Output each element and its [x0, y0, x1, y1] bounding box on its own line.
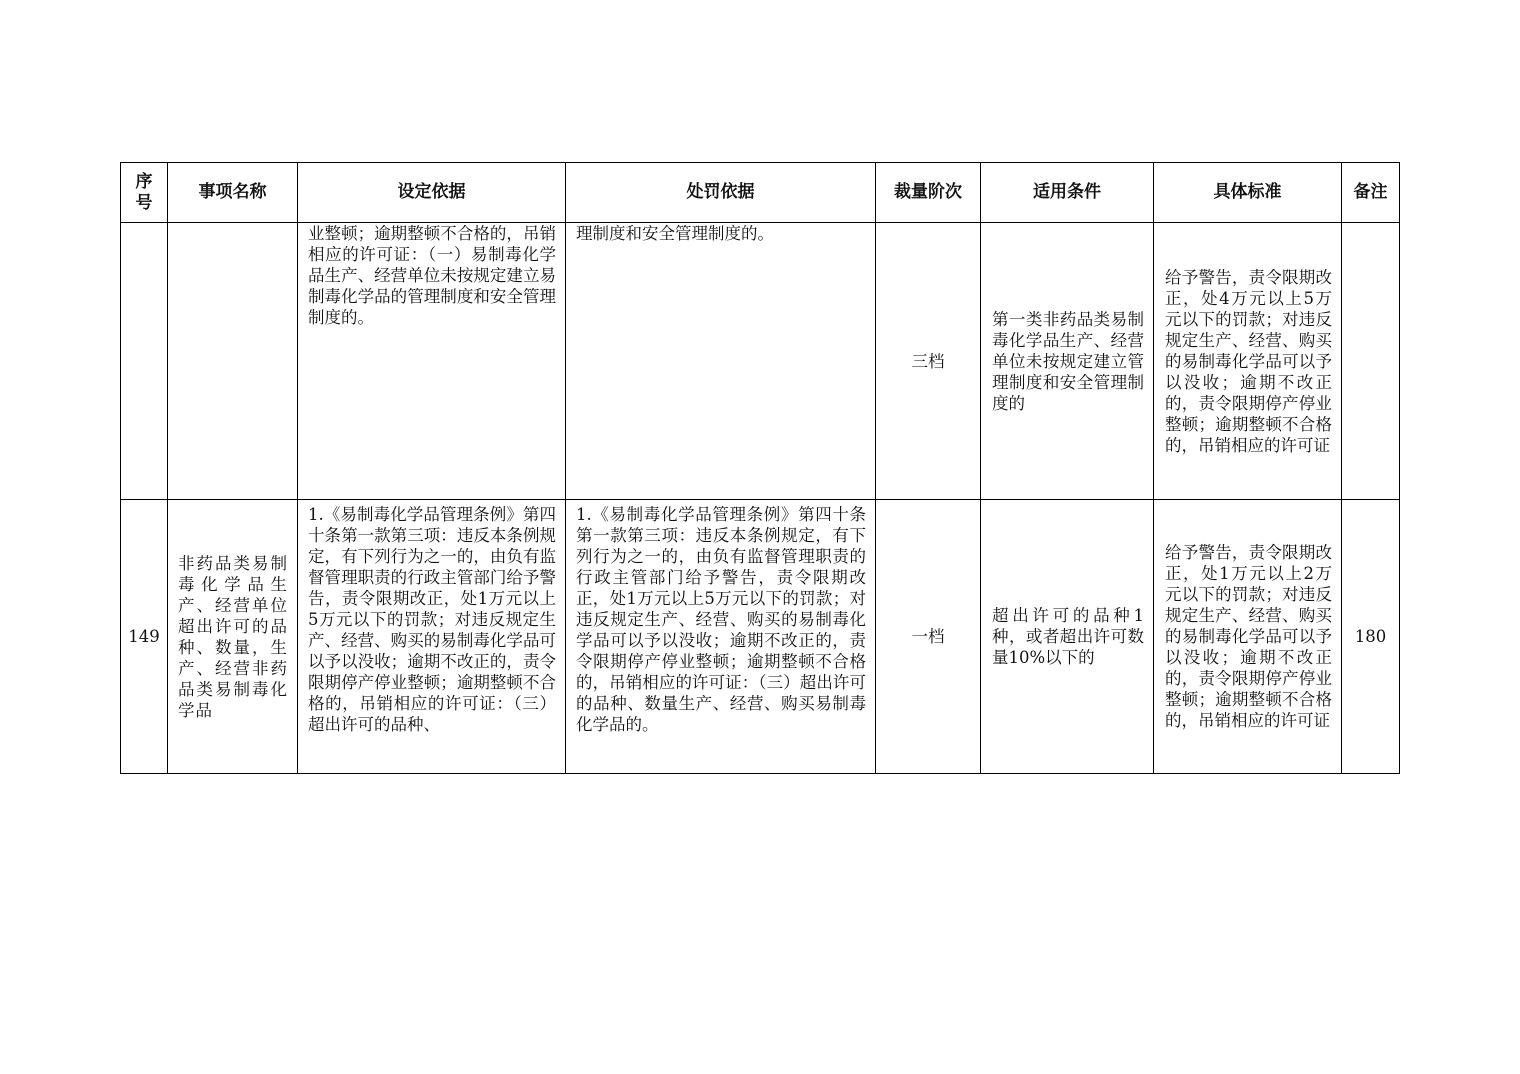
header-conditions: 适用条件: [981, 163, 1154, 223]
cell-penalty-basis: [566, 223, 876, 500]
cell-item-name: [168, 500, 298, 774]
header-standard: 具体标准: [1154, 163, 1342, 223]
header-remarks: 备注: [1342, 163, 1400, 223]
setting-basis-text: 业整顿；逾期整顿不合格的，吊销相应的许可证：（一）易制毒化学品生产、经营单位未按规定建立易制毒化学品的管理制度和安全管理制度的。: [308, 224, 556, 327]
cell-standard: [1154, 223, 1342, 500]
conditions-text: 第一类非药品类易制毒化学品生产、经营单位未按规定建立管理制度和安全管理制度的: [992, 309, 1144, 413]
cell-setting-basis: [298, 223, 566, 500]
standard-text: 给予警告，责令限期改正，处1万元以上2万元以下的罚款；对违反规定生产、经营、购买的易制毒化学品可以予以没收；逾期不改正的，责令限期停产停业整顿；逾期整顿不合格的，吊销相应的许可证: [1165, 543, 1332, 730]
cell-standard: [1154, 500, 1342, 774]
cell-level: 三档: [876, 223, 981, 500]
cell-level: 一档: [876, 500, 981, 774]
standard-text: 给予警告，责令限期改正，处4万元以上5万元以下的罚款；对违反规定生产、经营、购买的易制毒化学品可以予以没收；逾期不改正的，责令限期停产停业整顿；逾期整顿不合格的，吊销相应的许可证: [1165, 267, 1332, 455]
header-seq: [121, 163, 168, 223]
setting-basis-text: 1.《易制毒化学品管理条例》第四十条第一款第三项：违反本条例规定，有下列行为之一的，由负有监督管理职责的行政主管部门给予警告，责令限期改正，处1万元以上5万元以下的罚款；对违反规定生产、经营、购买的易制毒化学品可以予以没收；逾期不改正的，责令限期停产停业整顿；逾期整顿不合格的，吊销相应的许可证：（三）超出许可的品种、: [308, 505, 556, 734]
cell-remarks: 180: [1342, 500, 1400, 774]
header-setting-basis: 设定依据: [298, 163, 566, 223]
cell-penalty-basis: [566, 500, 876, 774]
header-seq-line1: 序: [135, 171, 153, 192]
cell-remarks: [1342, 223, 1400, 500]
table-row: [121, 500, 1400, 774]
header-penalty-basis: 处罚依据: [566, 163, 876, 223]
cell-conditions: [981, 223, 1154, 500]
penalty-discretion-table: [120, 162, 1400, 774]
penalty-basis-text: 1.《易制毒化学品管理条例》第四十条第一款第三项：违反本条例规定，有下列行为之一的，由负有监督管理职责的行政主管部门给予警告，责令限期改正，处1万元以上5万元以下的罚款；对违反规定生产、经营、购买的易制毒化学品可以予以没收；逾期不改正的，责令限期停产停业整顿；逾期整顿不合格的，吊销相应的许可证：（三）超出许可的品种、数量生产、经营、购买易制毒化学品的。: [576, 505, 866, 734]
cell-seq: [121, 223, 168, 500]
item-name-text: 非药品类易制毒化学品生产、经营单位超出许可的品种、数量，生产、经营非药品类易制毒化学品: [178, 553, 288, 720]
header-level: 裁量阶次: [876, 163, 981, 223]
header-row: [121, 163, 1400, 223]
conditions-text: 超出许可的品种1种，或者超出许可数量10%以下的: [992, 606, 1144, 667]
table-row: [121, 223, 1400, 500]
cell-item-name: [168, 223, 298, 500]
cell-setting-basis: [298, 500, 566, 774]
header-item-name: 事项名称: [168, 163, 298, 223]
cell-conditions: [981, 500, 1154, 774]
header-seq-line2: 号: [135, 192, 153, 213]
penalty-basis-text: 理制度和安全管理制度的。: [576, 224, 774, 243]
cell-seq: 149: [121, 500, 168, 774]
